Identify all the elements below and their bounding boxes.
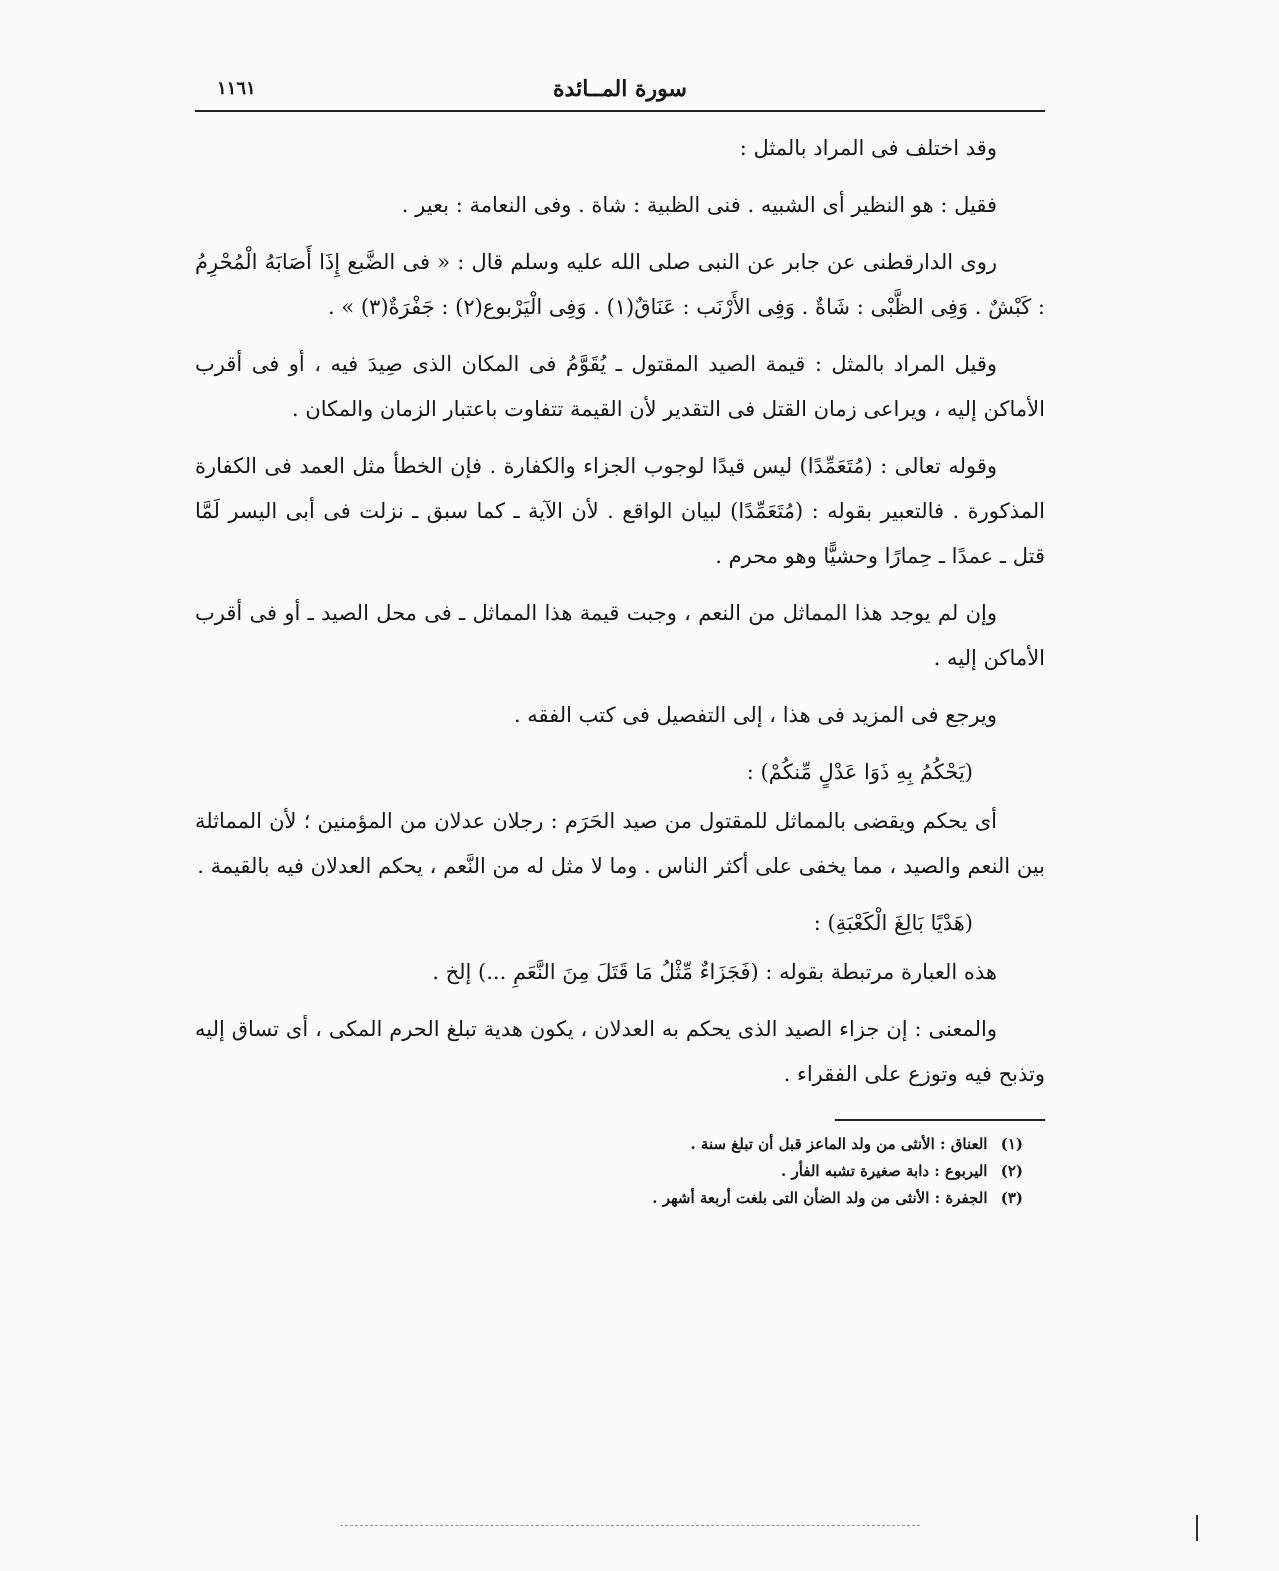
paragraph: أى يحكم ويقضى بالمماثل للمقتول من صيد الحَرَم : رجلان عدلان من المؤمنين ؛ لأن المماثلة بين النعم والصيد ، مما يخفى على أكثر الناس . وما لا مثل له من النَّعم ، يحكم العدلان فيه بالقيمة . xyxy=(195,809,1045,878)
footnote-number: (٢) xyxy=(1000,1162,1023,1180)
paragraph: ويرجع فى المزيد فى هذا ، إلى التفصيل فى كتب الفقه . xyxy=(513,703,997,727)
footnote xyxy=(195,1131,1023,1158)
footnote-text: الجفرة : الأنثى من ولد الضأن التى بلغت أربعة أشهر . xyxy=(652,1189,988,1207)
page xyxy=(195,70,1045,1212)
footnote xyxy=(195,1158,1023,1185)
paragraph: وقد اختلف فى المراد بالمثل : xyxy=(739,136,997,160)
footnote xyxy=(195,1185,1023,1212)
quran-heading: (يَحْكُمُ بِهِ ذَوَا عَدْلٍ مِّنكُمْ) : xyxy=(746,760,973,784)
paragraph: وإن لم يوجد هذا المماثل من النعم ، وجبت قيمة هذا المماثل ـ فى محل الصيد ـ أو فى أقرب الأماكن إليه . xyxy=(195,601,1045,670)
quran-heading: (هَدْيًا بَالِغَ الْكَعْبَةِ) : xyxy=(813,911,973,935)
footnotes xyxy=(195,1131,1045,1212)
footnote-text: العناق : الأنثى من ولد الماعز قبل أن تبلغ سنة . xyxy=(690,1135,988,1153)
paragraph: فقيل : هو النظير أى الشبيه . فنى الظبية : شاة . وفى النعامة : بعير . xyxy=(401,193,997,217)
paragraph: والمعنى : إن جزاء الصيد الذى يحكم به العدلان ، يكون هدية تبلغ الحرم المكى ، أى تساق إليه وتذبح فيه وتوزع على الفقراء . xyxy=(195,1017,1045,1086)
paragraph: هذه العبارة مرتبطة بقوله : (فَجَزَاءٌ مِّثْلُ مَا قَتَلَ مِنَ النَّعَمِ ...) إلخ . xyxy=(432,960,997,984)
footnote-number: (١) xyxy=(1000,1135,1023,1153)
paragraph: وقوله تعالى : (مُتَعَمِّدًا) ليس قيدًا لوجوب الجزاء والكفارة . فإن الخطأ مثل العمد فى الكفارة المذكورة . فالتعبير بقوله : (مُتَعَمِّدًا) لبيان الواقع . لأن الآية ـ كما سبق ـ نزلت فى أبى اليسر لَمَّا قتل ـ عمدًا ـ حِمارًا وحشيًّا وهو محرم . xyxy=(195,454,1045,568)
footnote-divider xyxy=(835,1119,1045,1121)
footnote-number: (٣) xyxy=(1000,1189,1023,1207)
paragraph: روى الدارقطنى عن جابر عن النبى صلى الله عليه وسلم قال : « فى الضَّبع إِذَا أَصَابَهُ الْمُحْرِمُ : كَبْشٌ . وَفِى الظَّبْى : شَاةٌ . وَفِى الأَرْنَب : عَنَاقٌ(١) . وَفِى الْيَرْبوع(٢) : جَفْرَةٌ(٣) » . xyxy=(195,250,1045,319)
page-number: ١١٦١ xyxy=(217,78,256,99)
scan-margin-mark xyxy=(1196,1515,1198,1541)
paragraph: وقيل المراد بالمثل : قيمة الصيد المقتول ـ يُقَوَّمُ فى المكان الذى صِيدَ فيه ، أو فى أقرب الأماكن إليه ، ويراعى زمان القتل فى التقدير لأن القيمة تتفاوت باعتبار الزمان والمكان . xyxy=(195,352,1045,421)
page-header xyxy=(195,70,1045,112)
scan-bottom-line xyxy=(340,1525,920,1526)
running-title: سورة المــائدة xyxy=(553,76,687,102)
body-text xyxy=(195,112,1045,1097)
footnote-text: اليربوع : دابة صغيرة تشبه الفأر . xyxy=(781,1162,988,1180)
